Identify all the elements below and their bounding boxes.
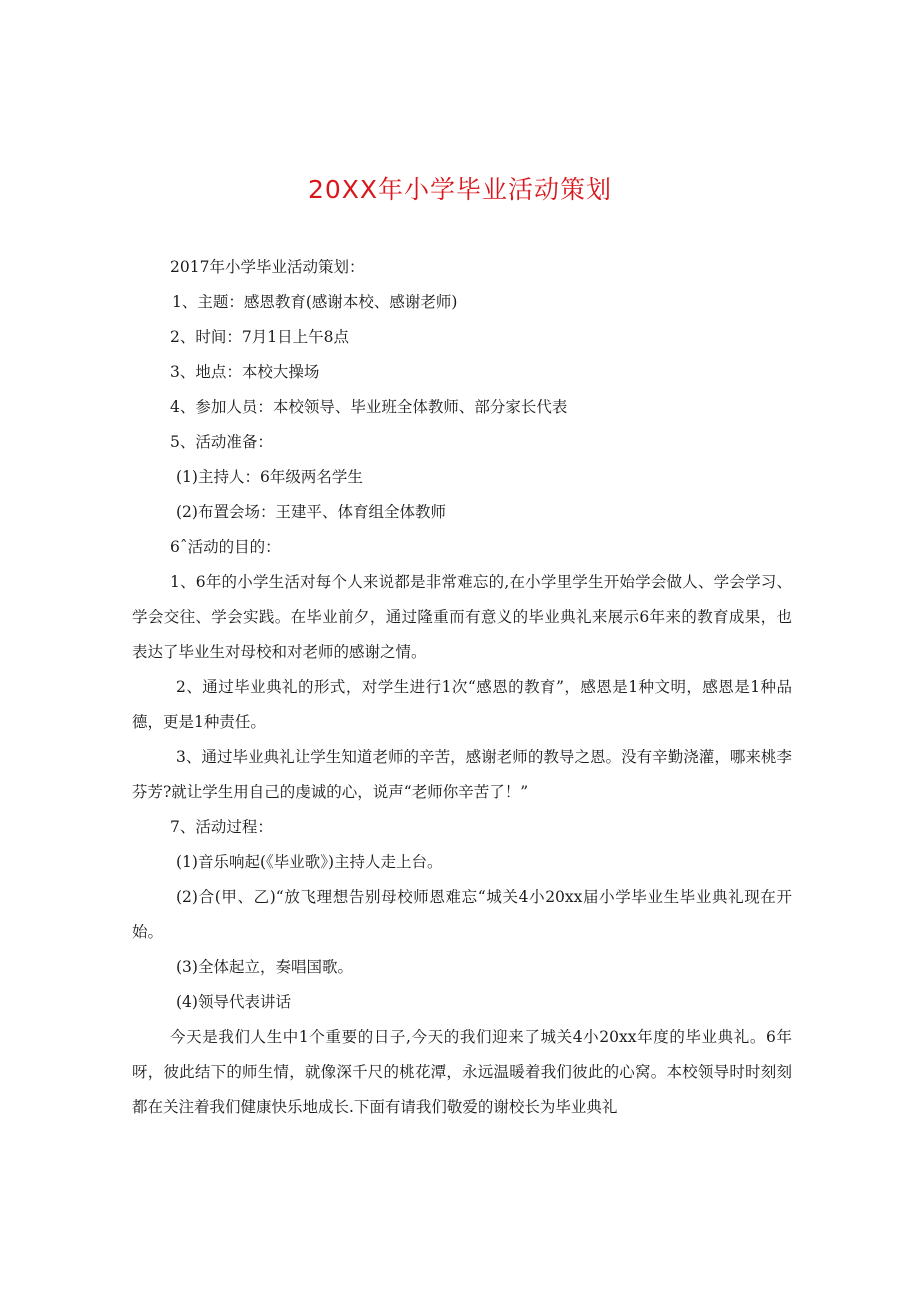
purpose-line: 6ˆ活动的目的：	[170, 538, 281, 556]
document-body	[132, 250, 792, 1125]
prep-line: 5、活动准备：	[170, 433, 273, 451]
process-step-1: (1)音乐响起(《毕业歌》)主持人走上台。	[176, 853, 443, 871]
document-title: 20XX年小学毕业活动策划	[307, 175, 613, 204]
prep-host-line: (1)主持人：6年级两名学生	[176, 468, 363, 486]
process-step-4: (4)领导代表讲话	[176, 993, 291, 1011]
purpose-paragraph-2: 2、通过毕业典礼的形式，对学生进行1次“感恩的教育”，感恩是1种文明，感恩是1种品德，更是1种责任。	[132, 678, 792, 731]
speech-paragraph: 今天是我们人生中1个重要的日子,今天的我们迎来了城关4小20xx年度的毕业典礼。6年呀，彼此结下的师生情，就像深千尺的桃花潭，永远温暖着我们彼此的心窝。本校领导时时刻刻都在关注着我们健康快乐地成长.下面有请我们敬爱的谢校长为毕业典礼	[132, 1028, 792, 1116]
time-line: 2、时间：7月1日上午8点	[170, 328, 349, 346]
prep-venue-line: (2)布置会场：王建平、体育组全体教师	[176, 503, 446, 521]
intro-line: 2017年小学毕业活动策划：	[170, 258, 365, 276]
process-line: 7、活动过程：	[170, 818, 273, 836]
process-step-3: (3)全体起立，奏唱国歌。	[176, 958, 353, 976]
theme-line: 1、主题：感恩教育(感谢本校、感谢老师)	[172, 293, 458, 311]
participants-line: 4、参加人员：本校领导、毕业班全体教师、部分家长代表	[170, 398, 568, 416]
process-step-2: (2)合(甲、乙)“放飞理想告别母校师恩难忘“城关4小20xx届小学毕业生毕业典礼现在开始。	[132, 888, 792, 941]
place-line: 3、地点：本校大操场	[170, 363, 320, 381]
purpose-paragraph-3: 3、通过毕业典礼让学生知道老师的辛苦，感谢老师的教导之恩。没有辛勤浇灌，哪来桃李芬芳?就让学生用自己的虔诚的心，说声“老师你辛苦了！”	[132, 748, 792, 801]
purpose-paragraph-1: 1、6年的小学生活对每个人来说都是非常难忘的,在小学里学生开始学会做人、学会学习、学会交往、学会实践。在毕业前夕，通过隆重而有意义的毕业典礼来展示6年来的教育成果，也表达了毕业生对母校和对老师的感谢之情。	[132, 573, 792, 661]
